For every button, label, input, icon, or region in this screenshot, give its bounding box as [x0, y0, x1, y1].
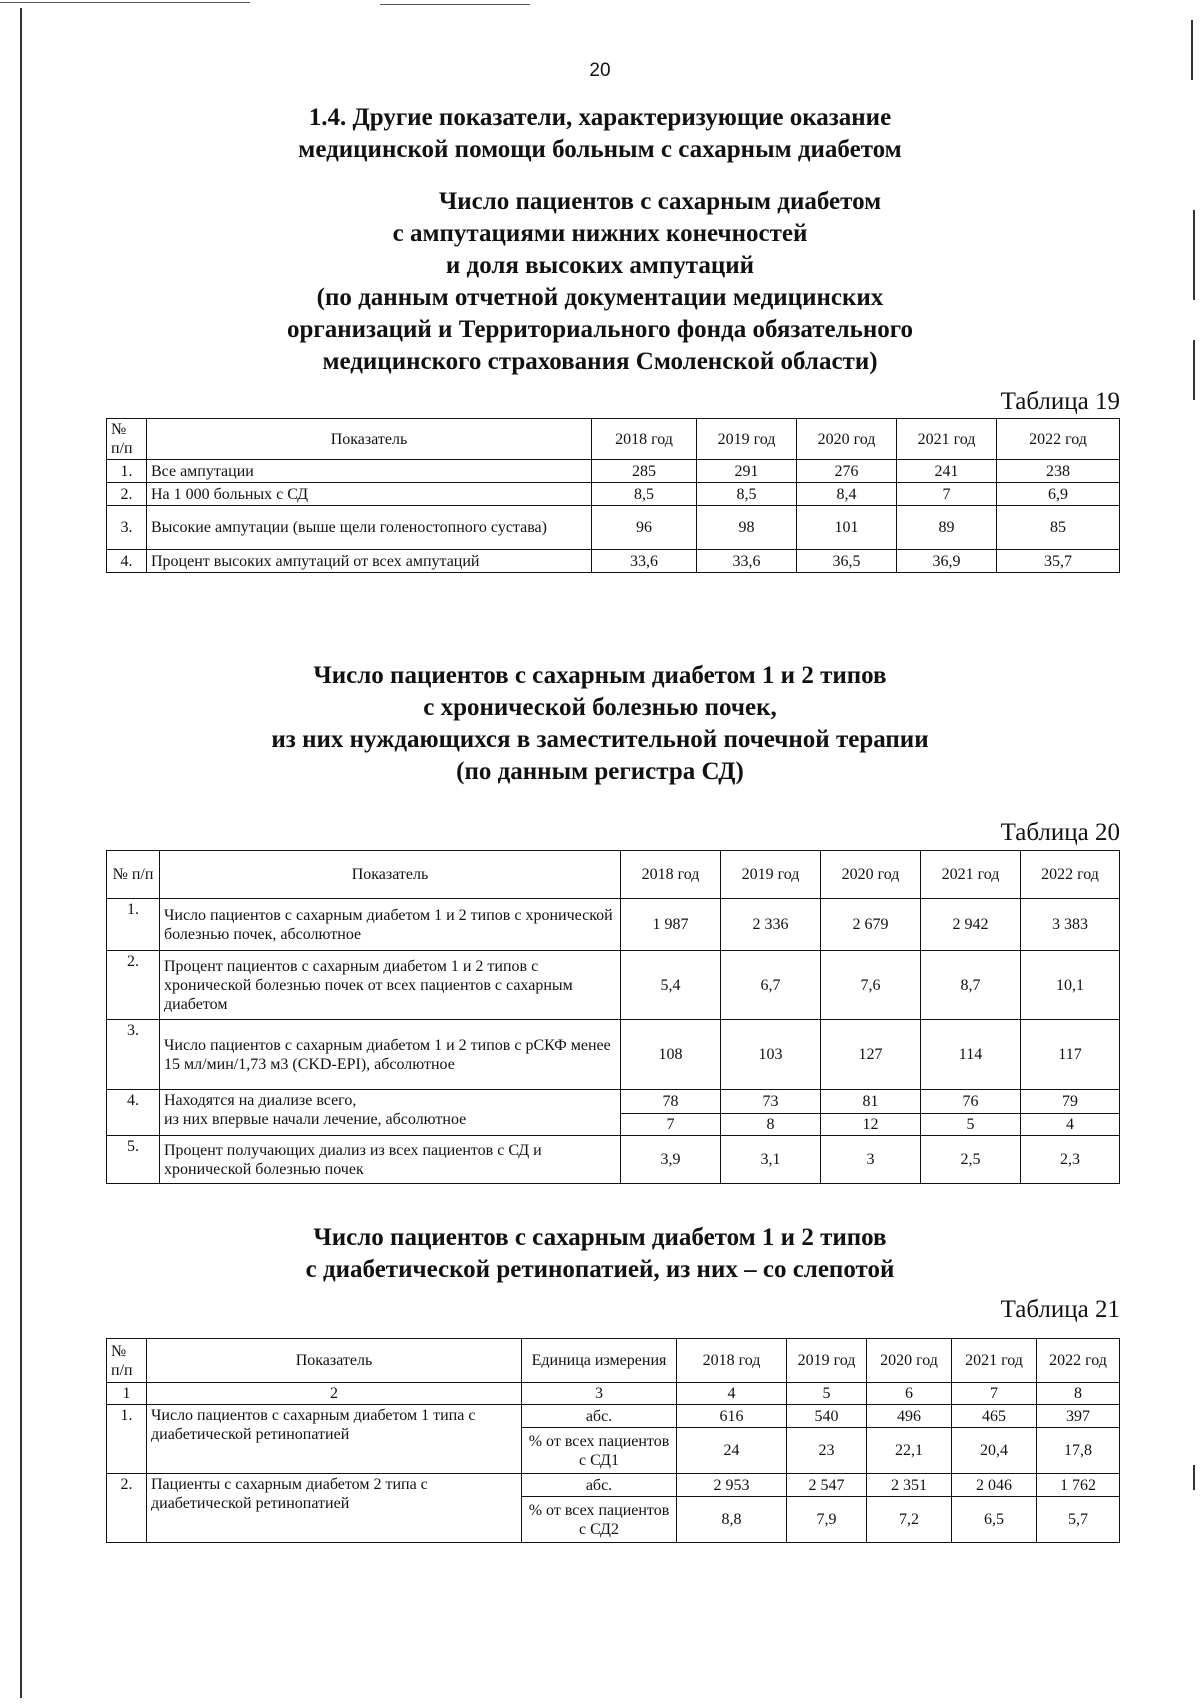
table-row: 1. Число пациентов с сахарным диабетом 1 и 2 типов с хронической болезнью почек, абсолютное 1 987 2 336 2 679 2 942 3 383: [107, 899, 1120, 951]
col-header-year: 2022 год: [997, 419, 1120, 460]
table-row: 2. На 1 000 больных с СД 8,5 8,5 8,4 7 6,9: [107, 483, 1120, 506]
col-header-num: № п/п: [107, 419, 147, 460]
table21-title: Число пациентов с сахарным диабетом 1 и 2 типов с диабетической ретинопатией, из них – со слепотой: [305, 1224, 895, 1283]
col-header-year: 2022 год: [1021, 851, 1120, 899]
col-header-num: № п/п: [107, 1339, 147, 1383]
table-row: 3. Число пациентов с сахарным диабетом 1 и 2 типов с рСКФ менее 15 мл/мин/1,73 м3 (CKD-EPI), абсолютное 108 103 127 114 117: [107, 1020, 1120, 1090]
col-header-unit: Единица измерения: [522, 1339, 677, 1383]
col-header-year: 2021 год: [897, 419, 997, 460]
table19-caption: Таблица 19: [1000, 388, 1120, 415]
col-header-year: 2019 год: [721, 851, 821, 899]
table-row: 7 8 12 5 4: [107, 1114, 1120, 1136]
table-row: 2. Пациенты с сахарным диабетом 2 типа с диабетической ретинопатией абс. 2 953 2 547 2 351 2 046 1 762: [107, 1474, 1120, 1497]
col-header-year: 2018 год: [621, 851, 721, 899]
table21-caption: Таблица 21: [1000, 1296, 1120, 1323]
col-header-year: 2021 год: [952, 1339, 1037, 1383]
table-row: 3. Высокие ампутации (выше щели голеностопного сустава) 96 98 101 89 85: [107, 506, 1120, 550]
col-header-indicator: Показатель: [147, 419, 592, 460]
col-header-indicator: Показатель: [160, 851, 621, 899]
table-row: 5. Процент получающих диализ из всех пациентов с СД и хронической болезнью почек 3,9 3,1 3 2,5 2,3: [107, 1136, 1120, 1184]
scan-top-edge: [380, 4, 530, 5]
scan-right-edge: [1193, 1465, 1195, 1490]
table20-title: Число пациентов с сахарным диабетом 1 и 2 типов с хронической болезнью почек, из них нуждающихся в заместительной почечной терапии (по данным регистра СД): [271, 662, 929, 785]
scan-top-edge: [0, 2, 250, 3]
col-header-year: 2019 год: [697, 419, 797, 460]
table21: [106, 1338, 1120, 1543]
table-row: % от всех пациентов с СД2 8,8 7,9 7,2 6,5 5,7: [107, 1497, 1120, 1543]
table19-title: Число пациентов с сахарным диабетом с ампутациями нижних конечностей и доля высоких ампутаций (по данным отчетной документации медицинских организаций и Территориального фонда обязательного медицинского страхования Смоленской области): [286, 188, 914, 375]
col-header-year: 2018 год: [592, 419, 697, 460]
col-header-num: № п/п: [107, 851, 160, 899]
col-header-year: 2020 год: [821, 851, 921, 899]
column-numbers-row: 1 2 3 4 5 6 7 8: [107, 1383, 1120, 1405]
col-header-year: 2018 год: [677, 1339, 787, 1383]
col-header-year: 2020 год: [797, 419, 897, 460]
col-header-indicator: Показатель: [147, 1339, 522, 1383]
page-number: 20: [589, 60, 611, 81]
section-heading: 1.4. Другие показатели, характеризующие оказание медицинской помощи больным с сахарным диабетом: [298, 104, 902, 163]
table-row: 4. Находятся на диализе всего, из них впервые начали лечение, абсолютное 78 73 81 76 79: [107, 1090, 1120, 1114]
col-header-year: 2019 год: [787, 1339, 867, 1383]
table-row: 1. Число пациентов с сахарным диабетом 1 типа с диабетической ретинопатией абс. 616 540 496 465 397: [107, 1405, 1120, 1428]
col-header-year: 2021 год: [921, 851, 1021, 899]
table-row: 4. Процент высоких ампутаций от всех ампутаций 33,6 33,6 36,5 36,9 35,7: [107, 550, 1120, 573]
table-row: % от всех пациентов с СД1 24 23 22,1 20,4 17,8: [107, 1428, 1120, 1474]
table20-caption: Таблица 20: [1000, 819, 1120, 846]
col-header-year: 2020 год: [867, 1339, 952, 1383]
table-row: 1. Все ампутации 285 291 276 241 238: [107, 460, 1120, 483]
col-header-year: 2022 год: [1037, 1339, 1120, 1383]
table19: [106, 418, 1120, 573]
table-row: 2. Процент пациентов с сахарным диабетом 1 и 2 типов с хронической болезнью почек от всех пациентов с сахарным диабетом 5,4 6,7 7,6 8,7 10,1: [107, 951, 1120, 1020]
table20: [106, 850, 1120, 1184]
